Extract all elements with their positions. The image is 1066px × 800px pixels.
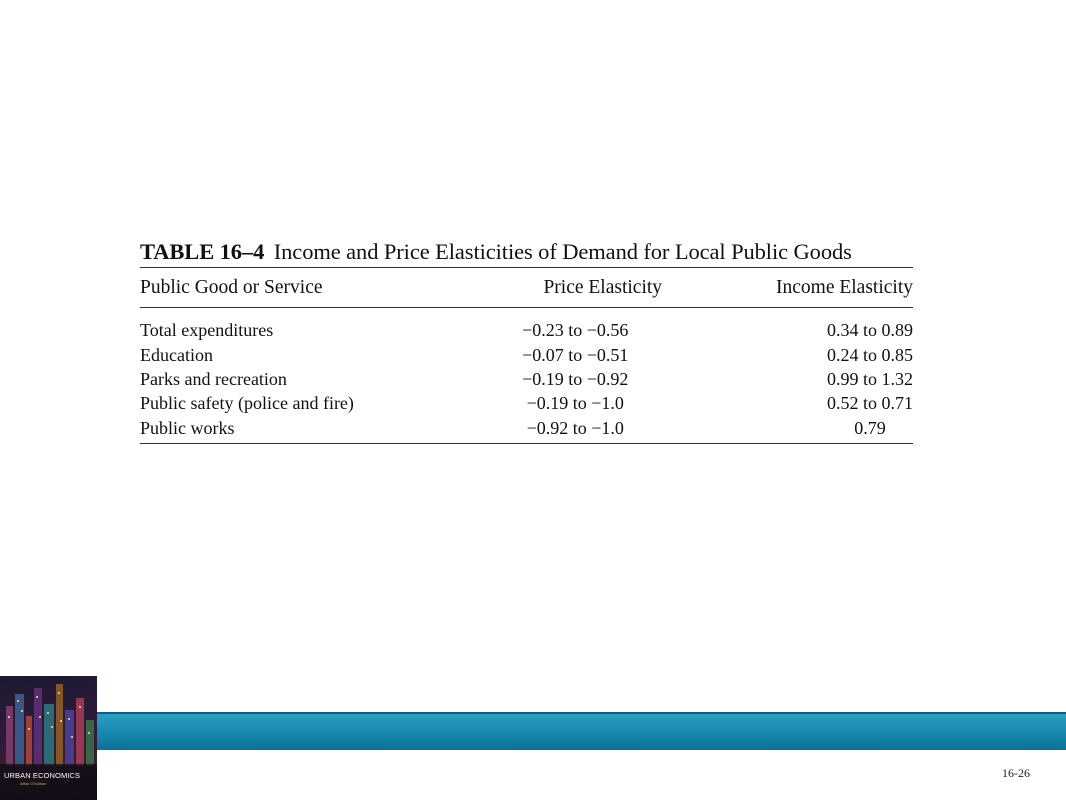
cell-good: Total expenditures [140,320,274,341]
cell-price: −0.19 to −1.0 [526,393,624,414]
cell-income: 0.52 to 0.71 [826,393,913,414]
cell-income: 0.34 to 0.89 [826,320,913,341]
elasticity-table [140,238,913,444]
table-row [140,342,913,366]
data-table [140,268,913,444]
column-header-good: Public Good or Service [140,268,444,308]
table-row [140,391,913,415]
cell-income: 0.79 [707,416,913,444]
cell-price: −0.19 to −0.92 [522,368,629,389]
cell-good: Education [140,344,213,365]
table-row [140,367,913,391]
cell-price: −0.92 to −1.0 [444,416,707,444]
slide-number: 16-26 [1002,766,1030,780]
footer-bar [97,712,1066,750]
table-row [140,416,913,444]
column-header-price: Price Elasticity [444,268,707,308]
cell-price: −0.07 to −0.51 [522,344,629,365]
cell-income: 0.24 to 0.85 [826,344,913,365]
cell-price: −0.23 to −0.56 [522,320,629,341]
book-subtitle: Arthur O'Sullivan [20,782,47,786]
cell-good: Public safety (police and fire) [140,393,354,414]
table-number: TABLE 16–4 [140,239,265,264]
table-title [140,238,913,268]
column-header-income: Income Elasticity [707,268,913,308]
city-skyline-graphic [0,676,97,800]
header-row [140,268,913,308]
cell-good: Parks and recreation [140,368,287,389]
table-row [140,308,913,343]
book-cover-image [0,676,97,800]
cell-income: 0.99 to 1.32 [826,368,913,389]
cell-good: Public works [140,416,444,444]
table-caption: Income and Price Elasticities of Demand for Local Public Goods [273,239,852,264]
book-title: URBAN ECONOMICS [4,771,81,780]
